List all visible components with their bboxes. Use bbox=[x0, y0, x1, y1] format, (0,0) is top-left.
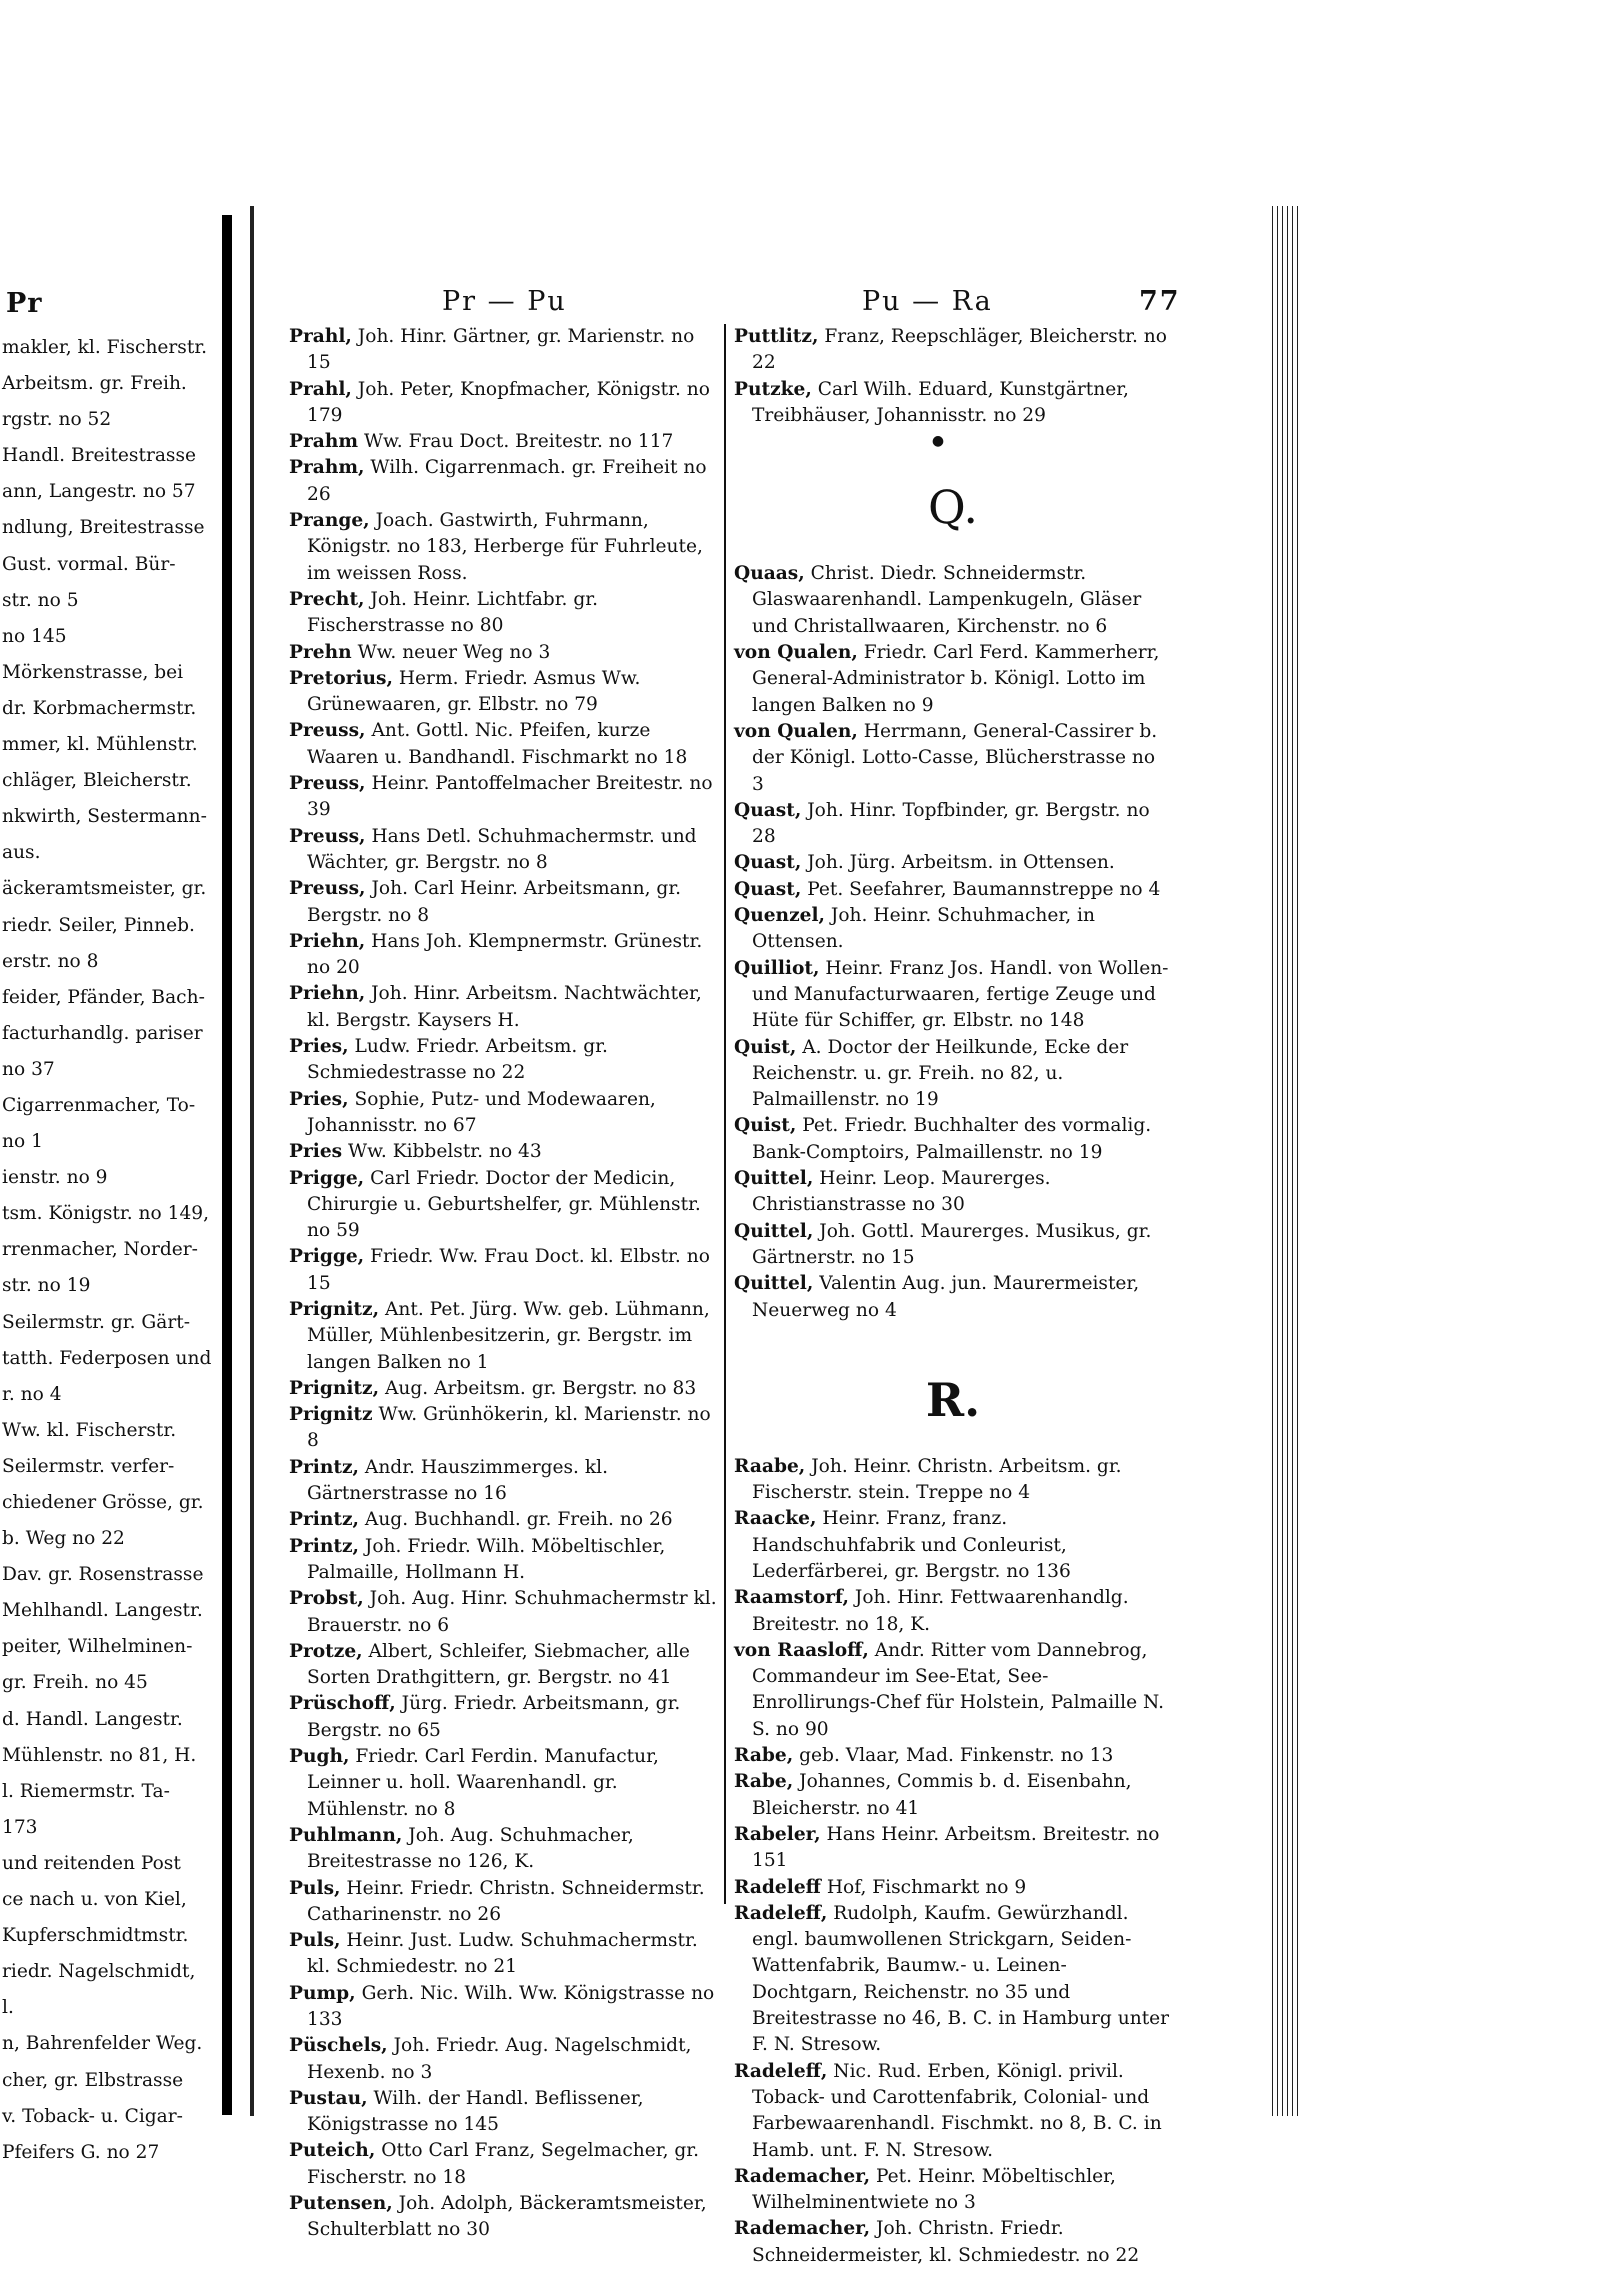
directory-entry bbox=[734, 798, 1172, 851]
left-page-line: Cigarrenmacher, To- bbox=[2, 1094, 196, 1116]
left-page-line: Seilermstr. verfer- bbox=[2, 1455, 175, 1477]
entry-name: Preuss, bbox=[289, 773, 366, 795]
entry-details: Joh. Carl Heinr. Arbeitsmann, gr. Bergstr. no 8 bbox=[307, 878, 682, 926]
entry-details: Joh. Christn. Friedr. Schneidermeister, kl. Schmiedestr. no 22 bbox=[752, 2218, 1140, 2266]
left-page-line: nkwirth, Sestermann- bbox=[2, 806, 207, 828]
directory-entry bbox=[289, 1244, 719, 1297]
directory-entry bbox=[289, 1876, 719, 1929]
directory-entry bbox=[289, 508, 719, 587]
entry-name: Pries, bbox=[289, 1088, 349, 1110]
left-page-line: tatth. Federposen und bbox=[2, 1347, 212, 1369]
directory-entry bbox=[734, 2164, 1172, 2217]
directory-entry bbox=[734, 850, 1172, 876]
entry-details: Hans Heinr. Arbeitsm. Breitestr. no 151 bbox=[752, 1823, 1160, 1872]
entry-name: Raabe, bbox=[734, 1455, 806, 1477]
directory-entry bbox=[734, 1901, 1172, 2059]
entry-name: Quenzel, bbox=[734, 905, 825, 927]
left-page-line: Arbeitsm. gr. Freih. bbox=[2, 373, 187, 395]
directory-entry bbox=[289, 377, 719, 430]
entry-name: Rabeler, bbox=[734, 1823, 821, 1845]
left-page-line: r. no 4 bbox=[2, 1383, 62, 1405]
entry-name: Preuss, bbox=[289, 825, 366, 847]
entry-details: Ant. Gottl. Nic. Pfeifen, kurze Waaren u. Bandhandl. Fischmarkt no 18 bbox=[307, 720, 688, 768]
entry-name: Prehn bbox=[289, 641, 352, 663]
entry-name: von Raasloff, bbox=[734, 1639, 869, 1661]
directory-entry bbox=[289, 666, 719, 719]
left-page-line: chläger, Bleicherstr. bbox=[2, 770, 192, 792]
left-page-line: 173 bbox=[2, 1816, 38, 1838]
directory-entry bbox=[289, 1691, 719, 1744]
directory-entry bbox=[289, 1586, 719, 1639]
directory-entry bbox=[289, 1534, 719, 1587]
left-page-line: Mehlhandl. Langestr. bbox=[2, 1600, 203, 1622]
left-page-line: Seilermstr. gr. Gärt- bbox=[2, 1311, 190, 1333]
entry-details: Joh. Peter, Knopfmacher, Königstr. no 179 bbox=[307, 378, 710, 426]
entry-details: Heinr. Just. Ludw. Schuhmachermstr. kl. Schmiedestr. no 21 bbox=[307, 1930, 698, 1978]
left-page-line: erstr. no 8 bbox=[2, 950, 99, 972]
entry-name: Pries, bbox=[289, 1036, 349, 1058]
entry-details: Joh. Heinr. Lichtfabr. gr. Fischerstrasse no 80 bbox=[307, 588, 599, 637]
entry-name: Prüschoff, bbox=[289, 1693, 396, 1715]
left-page-line: aus. bbox=[2, 842, 41, 864]
section-letter-q: Q. bbox=[927, 480, 979, 535]
entry-name: Priehn, bbox=[289, 983, 366, 1005]
entry-details: Sophie, Putz- und Modewaaren, Johannisstr. no 67 bbox=[307, 1088, 656, 1136]
entry-details: Joh. Adolph, Bäckeramtsmeister, Schulterblatt no 30 bbox=[307, 2193, 707, 2241]
left-page-lines bbox=[2, 330, 242, 2171]
entry-details: Albert, Schleifer, Siebmacher, alle Sorten Drathgittern, gr. Bergstr. no 41 bbox=[307, 1640, 690, 1689]
entry-name: Püschels, bbox=[289, 2035, 388, 2057]
entry-details: Heinr. Leop. Maurerges. Christianstrasse no 30 bbox=[752, 1168, 1051, 1216]
entry-details: Aug. Arbeitsm. gr. Bergstr. no 83 bbox=[379, 1377, 697, 1399]
left-page-line: peiter, Wilhelminen- bbox=[2, 1636, 193, 1658]
directory-entry bbox=[734, 640, 1172, 719]
entry-name: Prignitz, bbox=[289, 1377, 380, 1399]
left-page-line: mmer, kl. Mühlenstr. bbox=[2, 734, 198, 756]
left-page-line: str. no 5 bbox=[2, 589, 79, 611]
left-page-line: b. Weg no 22 bbox=[2, 1528, 125, 1550]
entry-details: Jürg. Friedr. Arbeitsmann, gr. Bergstr. no 65 bbox=[307, 1693, 681, 1741]
entry-name: Pretorius, bbox=[289, 667, 393, 689]
left-page-line: riedr. Seiler, Pinneb. bbox=[2, 914, 195, 936]
directory-entry bbox=[289, 771, 719, 824]
entry-name: Radeleff bbox=[734, 1876, 821, 1898]
left-page-line: l. bbox=[2, 1997, 14, 2019]
entry-details: Ww. neuer Weg no 3 bbox=[351, 641, 551, 663]
left-page-line: no 145 bbox=[2, 625, 67, 647]
left-page-line: gr. Freih. no 45 bbox=[2, 1672, 148, 1694]
entry-details: Joh. Hinr. Gärtner, gr. Marienstr. no 15 bbox=[307, 326, 695, 374]
entry-name: Quittel, bbox=[734, 1273, 814, 1295]
directory-entry bbox=[289, 1823, 719, 1876]
entry-name: Quast, bbox=[734, 878, 802, 900]
directory-entry bbox=[289, 824, 719, 877]
left-page-line: ndlung, Breitestrasse bbox=[2, 517, 205, 539]
directory-entry bbox=[289, 718, 719, 771]
directory-entry bbox=[734, 1743, 1172, 1769]
entry-name: Puttlitz, bbox=[734, 326, 819, 347]
entry-details: Herm. Friedr. Asmus Ww. Grünewaaren, gr. Elbstr. no 79 bbox=[307, 667, 641, 716]
entry-details: geb. Vlaar, Mad. Finkenstr. no 13 bbox=[793, 1745, 1114, 1767]
entry-name: Quaas, bbox=[734, 563, 805, 585]
entry-name: Rademacher, bbox=[734, 2218, 871, 2240]
entry-name: Printz, bbox=[289, 1509, 359, 1531]
directory-entry bbox=[734, 1219, 1172, 1272]
directory-entry bbox=[734, 1035, 1172, 1114]
entry-details: Franz, Reepschläger, Bleicherstr. no 22 bbox=[752, 326, 1167, 374]
left-page-line: tsm. Königstr. no 149, bbox=[2, 1203, 210, 1225]
entry-details: Valentin Aug. jun. Maurermeister, Neuerweg no 4 bbox=[752, 1273, 1140, 1321]
left-page-line: no 37 bbox=[2, 1058, 55, 1080]
left-page-line: rgstr. no 52 bbox=[2, 409, 112, 431]
left-page-line: dr. Korbmachermstr. bbox=[2, 697, 197, 719]
entry-details: A. Doctor der Heilkunde, Ecke der Reichenstr. u. gr. Freih. no 82, u. Palmaillenstr. no 19 bbox=[752, 1036, 1129, 1111]
entry-name: Puls, bbox=[289, 1930, 341, 1952]
entry-details: Pet. Seefahrer, Baumannstreppe no 4 bbox=[801, 878, 1161, 900]
left-page-line: Pfeifers G. no 27 bbox=[2, 2141, 160, 2163]
left-page-line: Handl. Breitestrasse bbox=[2, 445, 196, 467]
directory-entry bbox=[289, 1928, 719, 1981]
directory-entry bbox=[734, 2216, 1172, 2269]
entry-name: Quittel, bbox=[734, 1220, 814, 1242]
directory-entry bbox=[289, 1297, 719, 1376]
entry-name: Precht, bbox=[289, 588, 365, 610]
entry-name: Prahm bbox=[289, 431, 359, 453]
entry-details: Joh. Hinr. Fettwaarenhandlg. Breitestr. no 18, K. bbox=[752, 1587, 1129, 1635]
left-page-line: und reitenden Post bbox=[2, 1852, 181, 1874]
directory-entry bbox=[734, 1585, 1172, 1638]
entry-name: Quist, bbox=[734, 1115, 797, 1137]
entry-details: Hans Joh. Klempnermstr. Grünestr. no 20 bbox=[307, 930, 703, 979]
entry-name: Putensen, bbox=[289, 2193, 393, 2215]
left-page-line: ce nach u. von Kiel, bbox=[2, 1889, 187, 1911]
directory-entry bbox=[289, 429, 719, 455]
left-page-line: str. no 19 bbox=[2, 1275, 91, 1297]
entry-details: Joh. Heinr. Schuhmacher, in Ottensen. bbox=[752, 905, 1095, 953]
entry-name: von Qualen, bbox=[734, 720, 858, 742]
entry-name: Rademacher, bbox=[734, 2165, 871, 2187]
directory-entry bbox=[289, 2033, 719, 2086]
entry-name: Preuss, bbox=[289, 720, 366, 742]
entry-name: Prahl, bbox=[289, 326, 352, 347]
entry-details: Andr. Hauszimmerges. kl. Gärtnerstrasse no 16 bbox=[307, 1456, 608, 1505]
entry-name: Protze, bbox=[289, 1640, 363, 1662]
entry-details: Heinr. Franz Jos. Handl. von Wollen- und Manufacturwaaren, fertige Zeuge und Hüte für Schiffer, gr. Elbstr. no 148 bbox=[752, 957, 1169, 1032]
left-page-line: Mühlenstr. no 81, H. bbox=[2, 1744, 197, 1766]
page-number: 77 bbox=[1139, 286, 1181, 317]
entry-details: Joh. Aug. Schuhmacher, Breitestrasse no 126, K. bbox=[307, 1824, 634, 1873]
left-page-line: makler, kl. Fischerstr. bbox=[2, 337, 208, 358]
directory-entry bbox=[734, 719, 1172, 798]
entry-name: Radeleff, bbox=[734, 2060, 828, 2082]
directory-entry bbox=[289, 1166, 719, 1245]
left-running-head: Pr bbox=[6, 288, 43, 319]
entry-name: Raacke, bbox=[734, 1508, 817, 1530]
entry-details: Joh. Aug. Hinr. Schuhmachermstr kl. Brauerstr. no 6 bbox=[307, 1588, 717, 1636]
entries-pu bbox=[734, 324, 1172, 429]
directory-entry bbox=[734, 1166, 1172, 1219]
left-page-line: riedr. Nagelschmidt, bbox=[2, 1961, 196, 1983]
directory-entry bbox=[734, 1875, 1172, 1901]
directory-entry bbox=[289, 640, 719, 666]
entry-details: Friedr. Ww. Frau Doct. kl. Elbstr. no 15 bbox=[307, 1246, 710, 1294]
left-page-line: Dav. gr. Rosenstrasse bbox=[2, 1564, 204, 1586]
directory-entry bbox=[734, 324, 1172, 377]
entry-details: Joh. Friedr. Wilh. Möbeltischler, Palmaille, Hollmann H. bbox=[307, 1535, 666, 1583]
entry-details: Wilh. der Handl. Beflissener, Königstrasse no 145 bbox=[307, 2087, 644, 2136]
entry-name: Puls, bbox=[289, 1877, 341, 1899]
directory-entry bbox=[289, 2086, 719, 2139]
entry-name: Puhlmann, bbox=[289, 1824, 403, 1846]
left-page-fragment bbox=[0, 222, 232, 2163]
entry-details: Ant. Pet. Jürg. Ww. geb. Lühmann, Müller, Mühlenbesitzerin, gr. Bergstr. im langen Balken no 1 bbox=[307, 1298, 710, 1373]
left-page-line: chiedener Grösse, gr. bbox=[2, 1492, 204, 1513]
directory-entry bbox=[734, 1454, 1172, 1507]
entry-name: Priehn, bbox=[289, 930, 366, 952]
directory-entry bbox=[289, 2191, 719, 2244]
directory-entry bbox=[289, 1376, 719, 1402]
column-right bbox=[734, 324, 1172, 2269]
left-page-line: Kupferschmidtmstr. bbox=[2, 1925, 189, 1947]
entry-name: Quittel, bbox=[734, 1168, 814, 1190]
directory-entry bbox=[289, 1507, 719, 1533]
directory-entry bbox=[289, 324, 719, 377]
entry-name: Quist, bbox=[734, 1036, 797, 1058]
entry-name: Printz, bbox=[289, 1456, 359, 1478]
directory-entry bbox=[289, 455, 719, 508]
entry-details: Friedr. Carl Ferd. Kammerherr, General-Administrator b. Königl. Lotto im langen Balken no 9 bbox=[752, 642, 1160, 716]
left-page-line: Gust. vormal. Bür- bbox=[2, 553, 176, 575]
directory-entry bbox=[734, 2059, 1172, 2164]
entries-r bbox=[734, 1454, 1172, 2269]
running-head-right: Pu — Ra bbox=[862, 286, 993, 317]
entry-details: Ww. Kibbelstr. no 43 bbox=[342, 1141, 542, 1163]
entry-details: Herrmann, General-Cassirer b. der Königl. Lotto-Casse, Blücherstrasse no 3 bbox=[752, 720, 1158, 795]
entry-name: Rabe, bbox=[734, 1771, 794, 1793]
left-page-line: no 1 bbox=[2, 1131, 43, 1153]
left-page-line: äckeramtsmeister, gr. bbox=[2, 878, 207, 900]
entry-name: Probst, bbox=[289, 1588, 364, 1610]
directory-entry bbox=[289, 981, 719, 1034]
entry-name: Radeleff, bbox=[734, 1902, 828, 1924]
entry-details: Hans Detl. Schuhmachermstr. und Wächter, gr. Bergstr. no 8 bbox=[307, 825, 697, 873]
entry-details: Ludw. Friedr. Arbeitsm. gr. Schmiedestrasse no 22 bbox=[307, 1036, 608, 1084]
column-left bbox=[289, 324, 719, 2244]
entry-details: Joh. Hinr. Topfbinder, gr. Bergstr. no 28 bbox=[752, 799, 1150, 848]
directory-entry bbox=[289, 1087, 719, 1140]
entry-name: Quast, bbox=[734, 852, 802, 874]
left-page-line: v. Toback- u. Cigar- bbox=[2, 2105, 183, 2127]
entries-q bbox=[734, 561, 1172, 1324]
left-page-line: feider, Pfänder, Bach- bbox=[2, 986, 205, 1008]
section-letter-r: R. bbox=[925, 1372, 981, 1427]
entry-details: Aug. Buchhandl. gr. Freih. no 26 bbox=[358, 1509, 673, 1531]
entry-details: Pet. Friedr. Buchhalter des vormalig. Bank-Comptoirs, Palmaillenstr. no 19 bbox=[752, 1115, 1152, 1163]
left-page-line: cher, gr. Elbstrasse bbox=[2, 2069, 184, 2091]
directory-entry bbox=[734, 1769, 1172, 1822]
directory-entry bbox=[289, 1034, 719, 1087]
directory-entry bbox=[289, 1744, 719, 1823]
entry-details: Johannes, Commis b. d. Eisenbahn, Bleicherstr. no 41 bbox=[752, 1771, 1132, 1819]
directory-entry bbox=[289, 1455, 719, 1508]
directory-entry bbox=[289, 929, 719, 982]
entry-name: Prahm, bbox=[289, 457, 365, 479]
column-rule bbox=[724, 324, 726, 1904]
directory-entry bbox=[289, 1402, 719, 1455]
entry-details: Otto Carl Franz, Segelmacher, gr. Fischerstr. no 18 bbox=[307, 2140, 700, 2188]
entry-name: Puteich, bbox=[289, 2140, 376, 2162]
entry-details: Nic. Rud. Erben, Königl. privil. Toback- und Carottenfabrik, Colonial- und Farbewaarenhandl. Fischmkt. no 8, B. C. in Hamb. unt. F. N. Stresow. bbox=[752, 2060, 1162, 2161]
entry-details: Pet. Heinr. Möbeltischler, Wilhelminentwiete no 3 bbox=[752, 2165, 1116, 2214]
entry-name: Rabe, bbox=[734, 1745, 794, 1767]
directory-entry bbox=[734, 377, 1172, 430]
entry-details: Wilh. Cigarrenmach. gr. Freiheit no 26 bbox=[307, 457, 707, 505]
entry-details: Joh. Friedr. Aug. Nagelschmidt, Hexenb. no 3 bbox=[307, 2035, 692, 2083]
directory-entry bbox=[289, 2138, 719, 2191]
directory-entry bbox=[734, 956, 1172, 1035]
entry-name: Preuss, bbox=[289, 878, 366, 900]
directory-entry bbox=[734, 1271, 1172, 1324]
directory-entry bbox=[289, 1139, 719, 1165]
left-page-line: d. Handl. Langestr. bbox=[2, 1708, 183, 1730]
entry-details: Carl Friedr. Doctor der Medicin, Chirurgie u. Geburtshelfer, gr. Mühlenstr. no 59 bbox=[307, 1167, 701, 1242]
entry-name: Pustau, bbox=[289, 2087, 368, 2109]
left-page-line: rrenmacher, Norder- bbox=[2, 1239, 198, 1261]
directory-entry bbox=[734, 1638, 1172, 1743]
left-page-line: ann, Langestr. no 57 bbox=[2, 481, 196, 503]
entry-details: Ww. Frau Doct. Breitestr. no 117 bbox=[358, 431, 674, 453]
entry-name: Raamstorf, bbox=[734, 1587, 849, 1609]
directory-entry bbox=[734, 1113, 1172, 1166]
directory-entry bbox=[289, 587, 719, 640]
entry-details: Christ. Diedr. Schneidermstr. Glaswaarenhandl. Lampenkugeln, Gläser und Christallwaaren, Kirchenstr. no 6 bbox=[752, 563, 1142, 637]
entry-details: Friedr. Carl Ferdin. Manufactur, Leinner u. holl. Waarenhandl. gr. Mühlenstr. no 8 bbox=[307, 1746, 659, 1820]
running-head-left: Pr — Pu bbox=[442, 286, 567, 317]
directory-entry bbox=[289, 1639, 719, 1692]
entry-details: Andr. Ritter vom Dannebrog, Commandeur im See-Etat, See-Enrollirungs-Chef für Holstein, Palmaille N. S. no 90 bbox=[752, 1639, 1164, 1740]
entry-details: Rudolph, Kaufm. Gewürzhandl. engl. baumwollenen Strickgarn, Seiden-Wattenfabrik, Baumw.- u. Leinen-Dochtgarn, Reichenstr. no 35 und Breitestrasse no 46, B. C. in Hamburg unter F. N. Stresow. bbox=[752, 1902, 1170, 2056]
entry-name: Printz, bbox=[289, 1535, 359, 1557]
entry-name: Prange, bbox=[289, 510, 370, 532]
entry-details: Joh. Jürg. Arbeitsm. in Ottensen. bbox=[801, 852, 1115, 874]
left-page-line: facturhandlg. pariser bbox=[2, 1022, 203, 1044]
entry-name: Quast, bbox=[734, 799, 802, 821]
entry-name: Prahl, bbox=[289, 378, 352, 400]
entry-details: Joh. Heinr. Christn. Arbeitsm. gr. Fischerstr. stein. Treppe no 4 bbox=[752, 1455, 1122, 1504]
directory-entry bbox=[289, 1981, 719, 2034]
left-page-line: Ww. kl. Fischerstr. bbox=[2, 1419, 177, 1441]
entry-name: von Qualen, bbox=[734, 642, 858, 664]
right-page bbox=[250, 206, 1299, 2266]
entry-name: Pugh, bbox=[289, 1746, 350, 1768]
entry-details: Ww. Grünhökerin, kl. Marienstr. no 8 bbox=[307, 1404, 711, 1452]
directory-entry bbox=[734, 877, 1172, 903]
directory-entry bbox=[734, 1506, 1172, 1585]
left-page-line: n, Bahrenfelder Weg. bbox=[2, 2033, 203, 2055]
entry-details: Carl Wilh. Eduard, Kunstgärtner, Treibhäuser, Johannisstr. no 29 bbox=[752, 378, 1129, 426]
entry-name: Quilliot, bbox=[734, 957, 820, 979]
left-page-line: Mörkenstrasse, bei bbox=[2, 661, 184, 683]
entry-details: Heinr. Pantoffelmacher Breitestr. no 39 bbox=[307, 773, 713, 821]
page-edge bbox=[1270, 206, 1302, 2116]
gutter-shadow bbox=[222, 215, 232, 2115]
entry-details: Joh. Gottl. Maurerges. Musikus, gr. Gärtnerstr. no 15 bbox=[752, 1220, 1152, 1268]
entry-details: Joach. Gastwirth, Fuhrmann, Königstr. no 183, Herberge für Fuhrleute, im weissen Ross. bbox=[307, 510, 703, 584]
directory-entry bbox=[734, 561, 1172, 640]
entry-name: Pump, bbox=[289, 1982, 356, 2004]
directory-entry bbox=[734, 1822, 1172, 1875]
left-page-line: l. Riemermstr. Ta- bbox=[2, 1780, 170, 1802]
directory-entry bbox=[734, 903, 1172, 956]
entry-name: Prigge, bbox=[289, 1167, 365, 1189]
ink-dot: ● bbox=[931, 433, 945, 450]
entry-name: Prignitz bbox=[289, 1404, 373, 1426]
entry-name: Prigge, bbox=[289, 1246, 365, 1268]
entry-details: Joh. Hinr. Arbeitsm. Nachtwächter, kl. Bergstr. Kaysers H. bbox=[307, 983, 702, 1031]
left-page-line: ienstr. no 9 bbox=[2, 1167, 108, 1189]
directory-entry bbox=[289, 876, 719, 929]
entry-name: Putzke, bbox=[734, 378, 812, 400]
entry-details: Hof, Fischmarkt no 9 bbox=[820, 1876, 1027, 1898]
entry-details: Heinr. Franz, franz. Handschuhfabrik und Conleurist, Lederfärberei, gr. Bergstr. no 136 bbox=[752, 1508, 1071, 1582]
entry-details: Heinr. Friedr. Christn. Schneidermstr. Catharinenstr. no 26 bbox=[307, 1877, 705, 1925]
entry-name: Prignitz, bbox=[289, 1298, 380, 1320]
entry-name: Pries bbox=[289, 1141, 343, 1163]
entry-details: Gerh. Nic. Wilh. Ww. Königstrasse no 133 bbox=[307, 1982, 715, 2030]
